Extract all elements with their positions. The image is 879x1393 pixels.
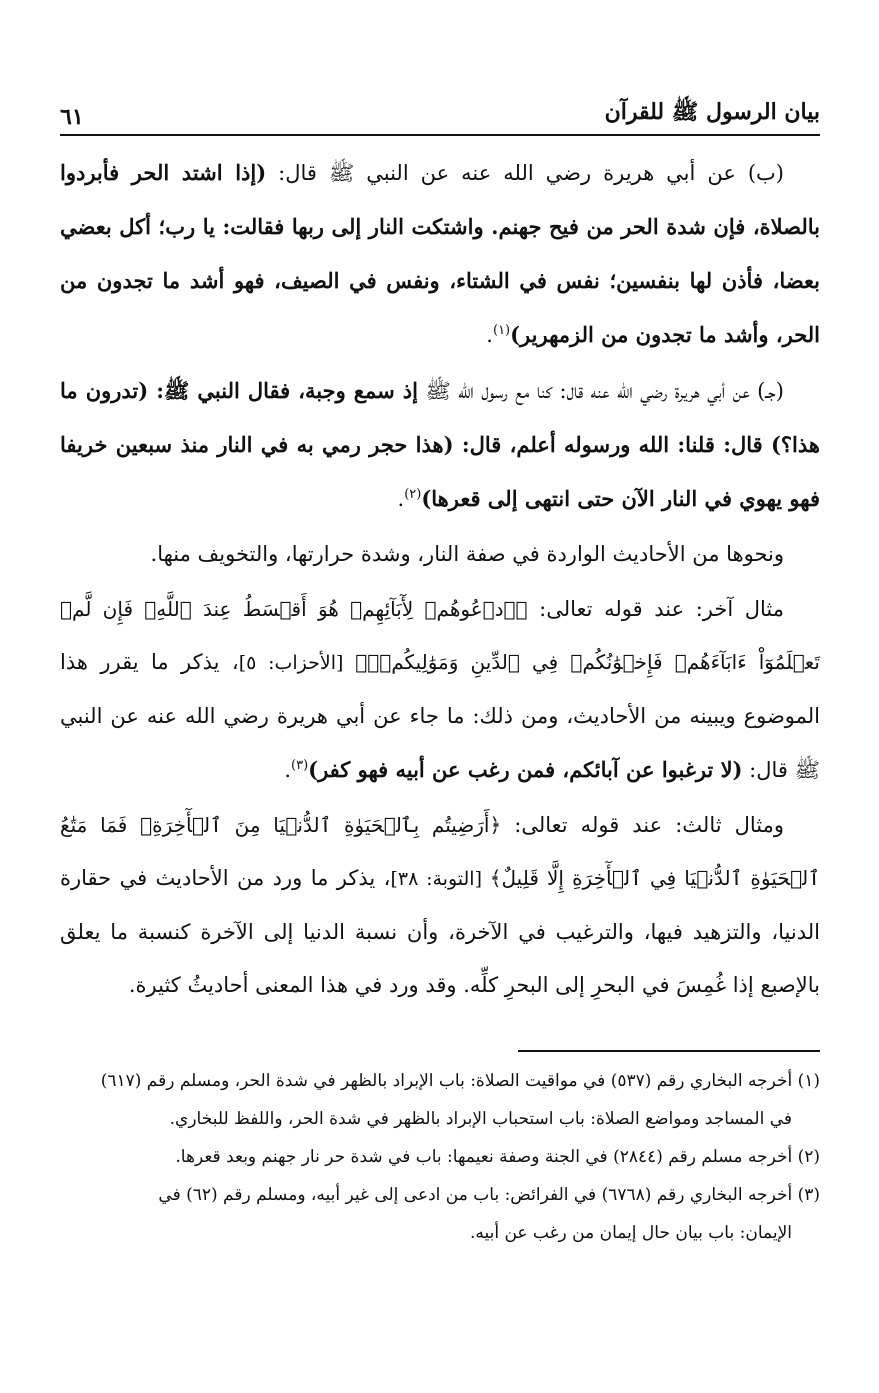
footnote-3 xyxy=(60,1176,820,1252)
paragraph-intro: مثال آخر: عند قوله تعالى: xyxy=(527,597,784,621)
footnote-ref[interactable]: (٢) xyxy=(404,487,422,502)
footnote-ref[interactable]: (٣) xyxy=(291,758,309,773)
hadith-text: إذ سمع وجبة، فقال النبي ﷺ: (تدرون ما هذا؟) قال: قلنا: الله ورسوله أعلم، قال: (هذا حجر رمي به في النار منذ سبعين خريفا فهو يهوي في النار الآن حتى انتهى إلى قعرها) xyxy=(60,378,820,511)
verse-reference: [الأحزاب: ٥] xyxy=(238,652,356,674)
paragraph-end: . xyxy=(284,758,291,782)
quran-verse: ﴿ٱدۡعُوهُمۡ لِأٓبَآئِهِمۡ هُوَ أَقۡسَطُ عِندَ ٱللَّهِۚ فَإِن لَّمۡ تَعۡلَمُوٓاْ ءَابَآءَهُمۡ فَإِخۡوَٰنُكُمۡ فِي ٱلدِّينِ وَمَوَٰلِيكُمۡۚ﴾ xyxy=(60,597,820,674)
paragraph-middle: ، يذكر ما ورد من الأحاديث في حقارة الدنيا، والتزهيد فيها، والترغيب في الآخرة، وأن نسبة الدنيا إلى الآخرة كنسبة ما يعلق بالإصبع إذا غُمِسَ في البحرِ إلى البحرِ كلِّه. وقد ورد في هذا المعنى أحاديثُ كثيرة. xyxy=(60,866,820,997)
paragraph-summary xyxy=(60,528,820,581)
footnote-line: (٢) أخرجه مسلم رقم (٢٨٤٤) في الجنة وصفة نعيمها: باب في شدة حر نار جهنم وبعد قعرها. xyxy=(175,1147,820,1167)
hadith-text: (إذا اشتد الحر فأبردوا بالصلاة، فإن شدة الحر من فيح جهنم. واشتكت النار إلى ربها فقالت: يا رب؛ أكل بعضي بعضا، فأذن لها بنفسين؛ نفس في الشتاء، ونفس في الصيف، فهو أشد ما تجدون من الحر، وأشد ما تجدون من الزمهرير) xyxy=(60,160,820,347)
paragraph-hadith-c xyxy=(60,364,820,526)
paragraph-intro: ومثال ثالث: عند قوله تعالى: xyxy=(501,813,785,837)
footnote-line: الإيمان: باب بيان حال إيمان من رغب عن أبيه. xyxy=(469,1223,792,1243)
paragraph-end: . xyxy=(486,323,493,347)
paragraph-intro: (جـ) عن أبي هريرة رضي الله عنه قال: كنا مع رسول الله ﷺ xyxy=(417,379,784,403)
paragraph-text: ونحوها من الأحاديث الواردة في صفة النار، وشدة حرارتها، والتخويف منها. xyxy=(150,542,784,566)
verse-reference: [التوبة: ٣٨] xyxy=(390,868,490,890)
footnote-2 xyxy=(60,1138,820,1176)
footnote-line: (١) أخرجه البخاري رقم (٥٣٧) في مواقيت الصلاة: باب الإبراد بالظهر في شدة الحر، ومسلم رقم (٦١٧) xyxy=(100,1071,820,1091)
paragraph-end: . xyxy=(397,487,405,511)
quran-verse: ﴿أَرَضِيتُم بِٱلۡحَيَوٰةِ ٱلدُّنۡيَا مِنَ ٱلۡأٓخِرَةِۚ فَمَا مَتَٰعُ ٱلۡحَيَوٰةِ ٱلدُّنۡيَا فِي ٱلۡأٓخِرَةِ إِلَّا قَلِيلٌ﴾ xyxy=(60,813,820,890)
book-page xyxy=(60,0,820,1393)
main-text xyxy=(60,146,820,1012)
footnote-ref[interactable]: (١) xyxy=(492,323,511,338)
paragraph-example-3 xyxy=(60,799,820,1012)
hadith-text: (لا ترغبوا عن آبائكم، فمن رغب عن أبيه فهو كفر) xyxy=(308,757,743,782)
footnote-divider xyxy=(518,1050,820,1052)
footnote-line: في المساجد ومواضع الصلاة: باب استحباب الإبراد بالظهر في شدة الحر، واللفظ للبخاري. xyxy=(169,1109,792,1129)
page-number: ٦١ xyxy=(60,104,84,130)
footnotes xyxy=(60,1062,820,1252)
running-title: بيان الرسول ﷺ للقرآن xyxy=(604,99,820,125)
paragraph-hadith-b xyxy=(60,146,820,362)
running-header xyxy=(60,96,820,136)
footnote-1 xyxy=(60,1062,820,1138)
paragraph-middle: ، يذكر ما يقرر هذا الموضوع ويبينه من الأحاديث، ومن ذلك: ما جاء عن أبي هريرة رضي الله عنه عن النبي ﷺ قال: xyxy=(60,650,820,782)
paragraph-intro: (ب) عن أبي هريرة رضي الله عنه عن النبي ﷺ قال: xyxy=(266,161,784,185)
footnote-line: (٣) أخرجه البخاري رقم (٦٧٦٨) في الفرائض: باب من ادعى إلى غير أبيه، ومسلم رقم (٦٢) في xyxy=(158,1185,820,1205)
paragraph-example-2 xyxy=(60,583,820,797)
